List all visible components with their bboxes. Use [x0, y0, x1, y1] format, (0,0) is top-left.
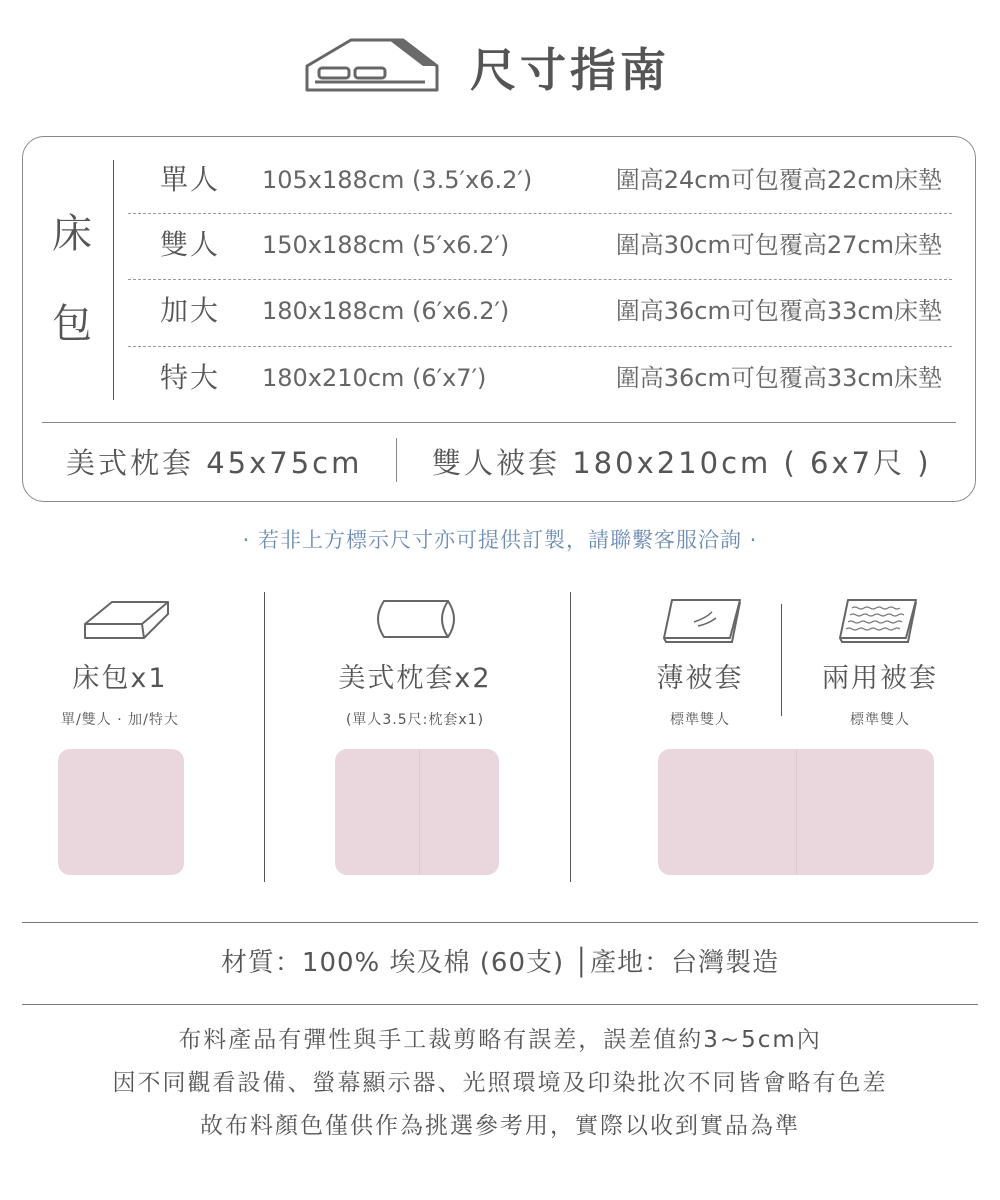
size-coverage-double: 圍高30cm可包覆高27cm床墊 — [615, 231, 942, 259]
size-name-double: 雙人 — [160, 228, 221, 261]
pillowcase-size: 美式枕套 45x75cm — [66, 446, 363, 480]
dashed-divider — [128, 279, 952, 280]
fitted-sheet-label-1: 床 — [52, 211, 92, 257]
size-name-king: 特大 — [160, 361, 221, 394]
duvet-size: 雙人被套 180x210cm ( 6x7尺 ) — [432, 446, 932, 480]
size-coverage-single: 圍高24cm可包覆高22cm床墊 — [615, 166, 942, 194]
disclaimer-line-3: 故布料顏色僅供作為挑選參考用，實際以收到實品為準 — [200, 1113, 800, 1139]
page-title: 尺寸指南 — [470, 43, 670, 97]
size-coverage-queen: 圍高36cm可包覆高33cm床墊 — [615, 297, 942, 325]
size-coverage-king: 圍高36cm可包覆高33cm床墊 — [615, 364, 942, 392]
item-title-thin-quilt: 薄被套 — [656, 663, 744, 694]
divider — [42, 422, 956, 423]
column-divider — [264, 592, 265, 882]
custom-order-note: · 若非上方標示尺寸亦可提供訂製，請聯繫客服洽詢 · — [242, 528, 758, 552]
pillow-icon — [374, 597, 460, 645]
column-divider — [781, 604, 782, 716]
item-title-fitted-sheet: 床包x1 — [72, 663, 168, 694]
dashed-divider — [128, 346, 952, 347]
column-divider — [570, 592, 571, 882]
item-title-dual-quilt: 兩用被套 — [822, 663, 938, 694]
mattress-icon — [82, 598, 172, 650]
size-dimension-double: 150x188cm (5′x6.2′) — [262, 231, 510, 259]
dashed-divider — [128, 213, 952, 214]
item-subtitle-thin-quilt: 標準雙人 — [670, 712, 730, 728]
item-subtitle-fitted-sheet: 單/雙人 · 加/特大 — [61, 712, 179, 728]
item-subtitle-dual-quilt: 標準雙人 — [850, 712, 910, 728]
fitted-sheet-label-2: 包 — [52, 301, 92, 347]
fabric-swatch — [335, 749, 499, 875]
fabric-swatch — [58, 749, 184, 875]
size-dimension-single: 105x188cm (3.5′x6.2′) — [262, 166, 533, 194]
item-title-pillowcase: 美式枕套x2 — [338, 663, 492, 694]
dual-quilt-icon — [838, 598, 920, 648]
size-dimension-king: 180x210cm (6′x7′) — [262, 364, 487, 392]
thin-quilt-icon — [662, 598, 744, 648]
size-name-queen: 加大 — [160, 294, 221, 327]
size-dimension-queen: 180x188cm (6′x6.2′) — [262, 297, 510, 325]
swatch-divider — [419, 749, 420, 875]
disclaimer-line-1: 布料產品有彈性與手工裁剪略有誤差，誤差值約3~5cm內 — [178, 1027, 822, 1053]
divider — [396, 438, 397, 482]
item-subtitle-pillowcase: (單人3.5尺:枕套x1) — [345, 712, 485, 728]
divider — [22, 922, 978, 923]
material-origin: 材質：100% 埃及棉 (60支) │產地：台灣製造 — [220, 948, 780, 978]
disclaimer-line-2: 因不同觀看設備、螢幕顯示器、光照環境及印染批次不同皆會略有色差 — [112, 1070, 888, 1096]
divider — [113, 160, 114, 400]
bed-house-icon — [305, 38, 441, 98]
swatch-divider — [796, 749, 797, 875]
divider — [22, 1004, 978, 1005]
size-name-single: 單人 — [160, 163, 221, 196]
